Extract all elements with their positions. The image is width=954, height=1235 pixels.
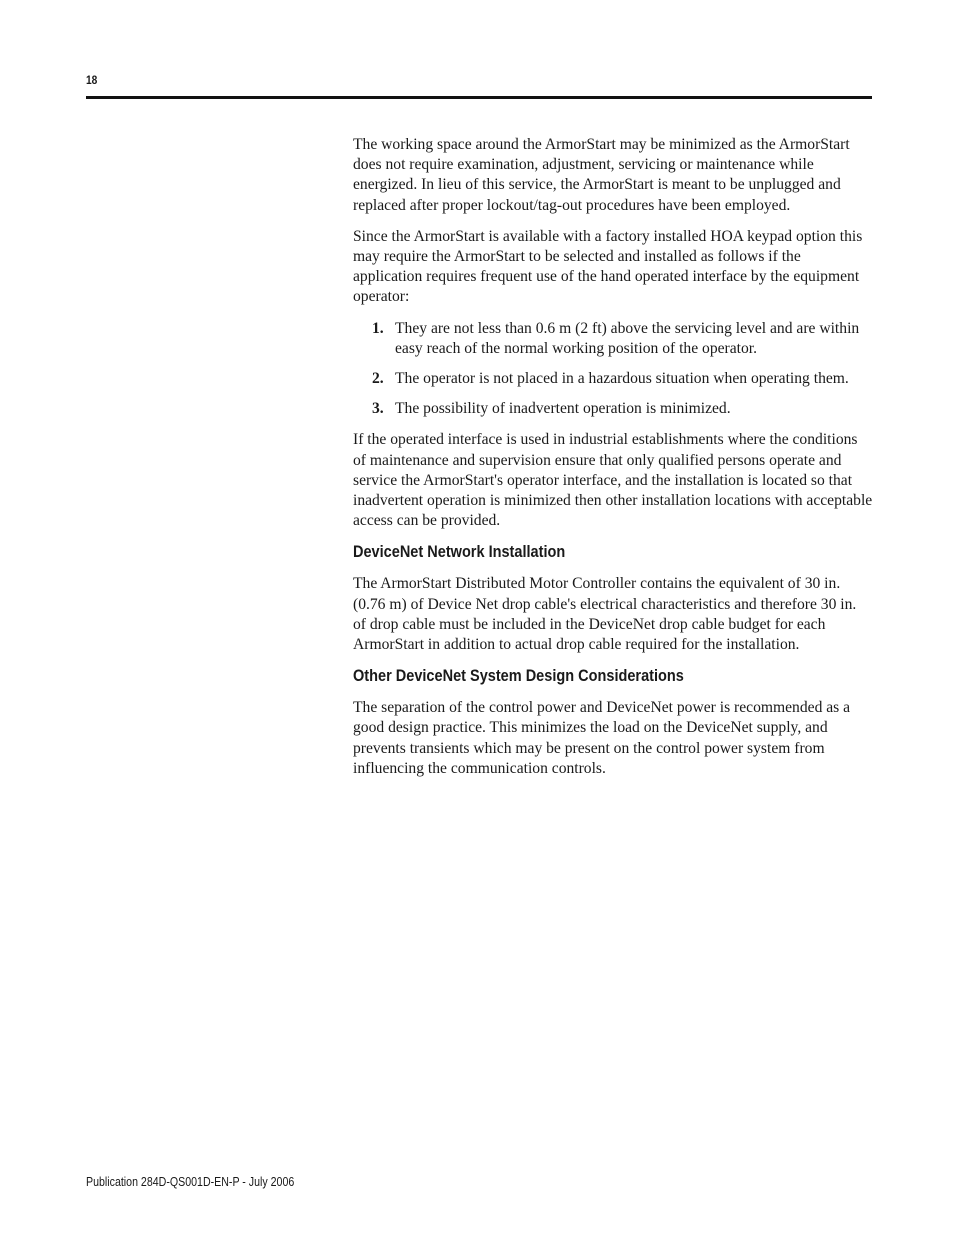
list-item-number: 3. bbox=[372, 400, 384, 418]
requirements-list bbox=[353, 319, 873, 420]
page-number: 18 bbox=[86, 73, 98, 87]
list-item-text: The operator is not placed in a hazardous situation when operating them. bbox=[395, 370, 849, 388]
paragraph-design-considerations: The separation of the control power and DeviceNet power is recommended as a good design practice. This minimizes the load on the DeviceNet supply, and prevents transients which may be present on the control power system from influencing the communication controls. bbox=[353, 699, 851, 777]
section-heading-design-considerations: Other DeviceNet System Design Considerations bbox=[353, 667, 684, 686]
paragraph-working-space: The working space around the ArmorStart may be minimized as the ArmorStart does not require examination, adjustment, servicing or maintenance while energized. In lieu of this service, the ArmorStart is meant to be unplugged and replaced after proper lockout/tag-out procedures have been employed. bbox=[353, 136, 850, 214]
header-rule bbox=[86, 96, 872, 99]
list-item bbox=[353, 319, 873, 359]
list-item-text: The possibility of inadvertent operation is minimized. bbox=[395, 400, 731, 418]
list-item bbox=[353, 399, 873, 419]
list-item-text: They are not less than 0.6 m (2 ft) above the servicing level and are within easy reach of the normal working position of the operator. bbox=[395, 319, 860, 357]
paragraph-operated-interface: If the operated interface is used in industrial establishments where the conditions of maintenance and supervision ensure that only qualified persons operate and service the ArmorStart's operator interface, and the installation is located so that inadvertent operation is minimized then other installation locations with acceptable access can be provided. bbox=[353, 431, 873, 530]
publication-footer: Publication 284D-QS001D-EN-P - July 2006 bbox=[86, 1175, 295, 1189]
main-content bbox=[353, 135, 873, 790]
list-item-number: 2. bbox=[372, 370, 384, 388]
paragraph-devicenet-installation: The ArmorStart Distributed Motor Controller contains the equivalent of 30 in. (0.76 m) of Device Net drop cable's electrical characteristics and therefore 30 in. of drop cable must be included in the DeviceNet drop cable budget for each ArmorStart in addition to actual drop cable required for the installation. bbox=[353, 575, 857, 654]
list-item-number: 1. bbox=[372, 319, 384, 337]
list-item bbox=[353, 369, 873, 389]
paragraph-hoa-keypad: Since the ArmorStart is available with a factory installed HOA keypad option this may require the ArmorStart to be selected and installed as follows if the application requires frequent use of the hand operated interface by the equipment operator: bbox=[353, 227, 863, 306]
section-heading-devicenet-installation: DeviceNet Network Installation bbox=[353, 543, 566, 562]
